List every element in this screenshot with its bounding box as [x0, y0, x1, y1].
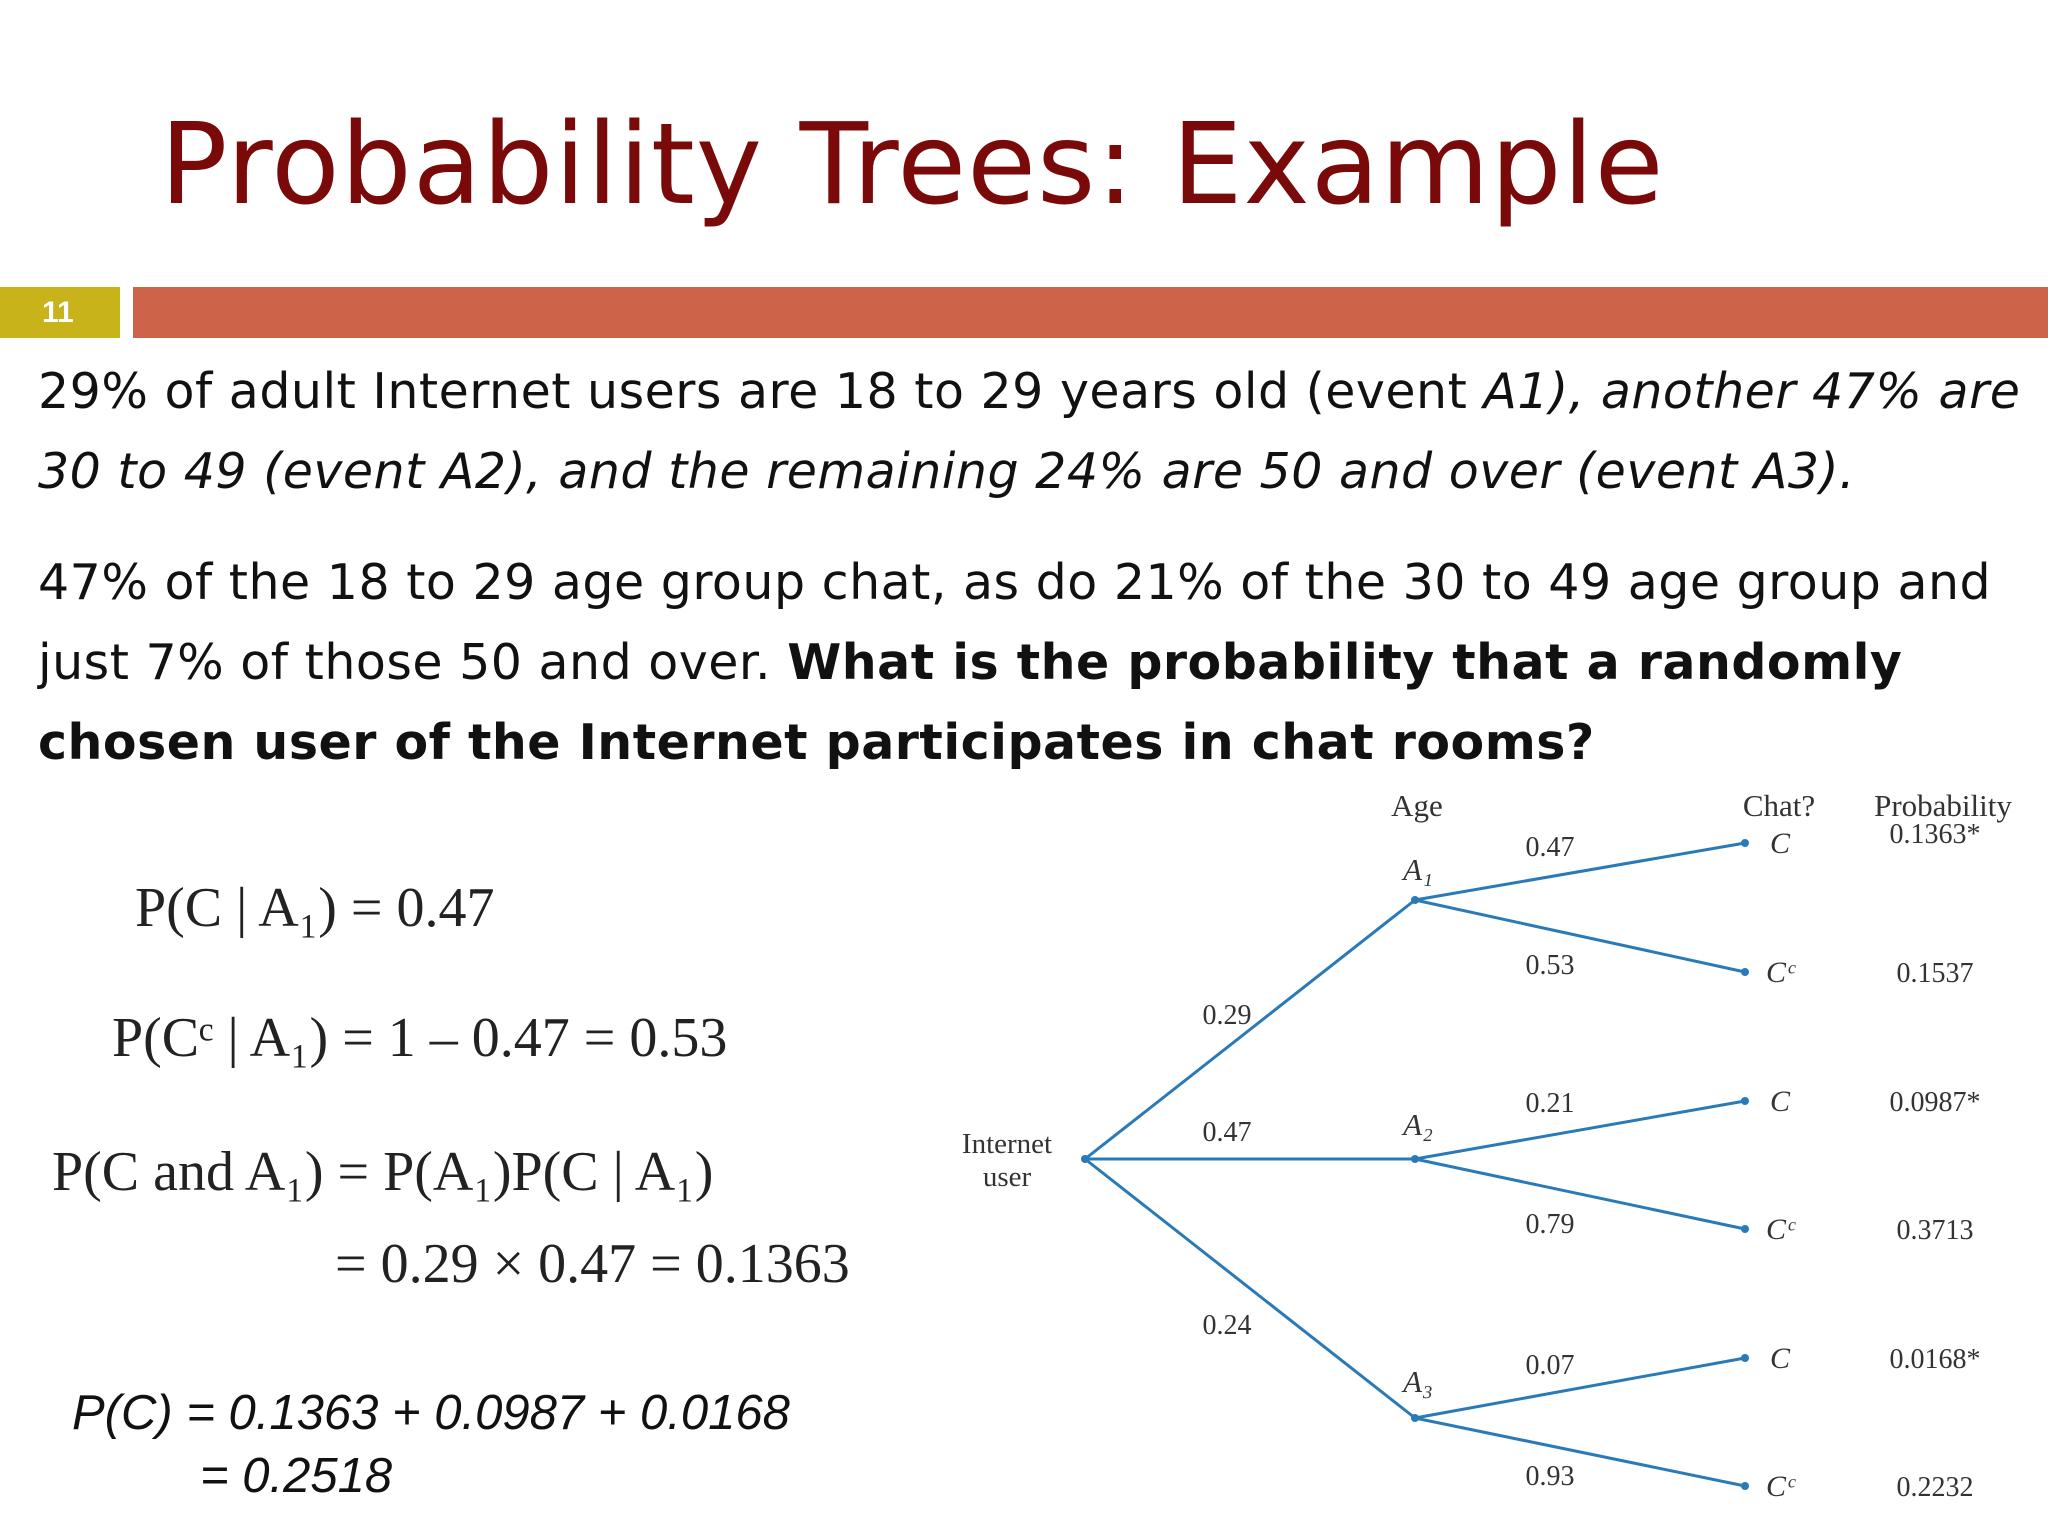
tree-branch-chat-1	[1415, 843, 1745, 900]
problem-p1-italic: A1), another 47% are 30 to 49 (event A2), and the remaining 24% are 50 and over (event A3).	[38, 363, 2021, 500]
sum-result: = 0.2518	[200, 1449, 393, 1503]
problem-p1-text: 29% of adult Internet users are 18 to 29 years old (event	[38, 363, 1484, 420]
tree-root-label: Internet	[961, 1128, 1053, 1160]
tree-outcome-6: Cᶜ	[1766, 1470, 1794, 1503]
tree-prob-age-3: 0.24	[1202, 1310, 1252, 1341]
slide-number: 11	[0, 287, 120, 338]
tree-joint-prob-6: 0.2232	[1896, 1472, 1974, 1503]
equation-joint-result: = 0.29 × 0.47 = 0.1363	[335, 1233, 850, 1295]
tree-outcome-1: C	[1769, 827, 1791, 860]
tree-prob-chat-3: 0.21	[1525, 1088, 1575, 1119]
sum-expression: P(C) = 0.1363 + 0.0987 + 0.0168	[72, 1386, 790, 1440]
tree-branch-chat-3	[1415, 1101, 1745, 1159]
tree-prob-chat-6: 0.93	[1525, 1461, 1575, 1492]
problem-question: What is the probability that a randomly chosen user of the Internet participates in chat rooms?	[38, 634, 1903, 771]
tree-outcome-5: C	[1769, 1342, 1791, 1375]
tree-branch-age-3	[1085, 1159, 1415, 1418]
tree-leaf-1	[1741, 839, 1749, 847]
tree-leaf-2	[1741, 968, 1749, 976]
tree-outcome-4: Cᶜ	[1766, 1213, 1794, 1246]
problem-p2-text: 47% of the 18 to 29 age group chat, as do 21% of the 30 to 49 age group and just 7% of those 50 and over.	[38, 554, 1992, 691]
tree-prob-chat-1: 0.47	[1525, 832, 1575, 863]
tree-root-label-user: user	[982, 1161, 1032, 1193]
equation-complement: P(Cᶜ | A₁) = 1 – 0.47 = 0.53	[112, 1007, 728, 1069]
tree-branch-chat-5	[1415, 1358, 1745, 1418]
tree-joint-prob-3: 0.0987*	[1889, 1087, 1981, 1118]
equation-joint: P(C and A₁) = P(A₁)P(C | A₁)	[52, 1141, 714, 1203]
tree-header-chat: Chat?	[1742, 788, 1816, 823]
tree-leaf-4	[1741, 1225, 1749, 1233]
tree-header-probability: Probability	[1874, 788, 2012, 823]
slide-title: Probability Trees: Example	[160, 100, 1665, 230]
tree-leaf-6	[1741, 1482, 1749, 1490]
tree-header-age: Age	[1391, 788, 1443, 823]
tree-prob-age-2: 0.47	[1202, 1117, 1252, 1148]
tree-node-label-a1: A₁	[1403, 852, 1433, 887]
tree-outcome-3: C	[1769, 1085, 1791, 1118]
tree-branch-chat-6	[1415, 1418, 1745, 1486]
tree-prob-chat-2: 0.53	[1525, 950, 1575, 981]
equation-conditional-c: P(C | A₁) = 0.47	[135, 877, 495, 939]
tree-prob-chat-4: 0.79	[1525, 1209, 1575, 1240]
tree-branch-chat-2	[1415, 900, 1745, 972]
tree-node-label-a2: A₂	[1403, 1107, 1433, 1142]
tree-joint-prob-4: 0.3713	[1896, 1215, 1974, 1246]
tree-joint-prob-2: 0.1537	[1896, 958, 1974, 989]
tree-prob-age-1: 0.29	[1202, 1000, 1252, 1031]
tree-joint-prob-1: 0.1363*	[1889, 819, 1981, 850]
tree-joint-prob-5: 0.0168*	[1889, 1344, 1981, 1375]
tree-prob-chat-5: 0.07	[1525, 1350, 1575, 1381]
tree-node-label-a3: A₃	[1403, 1364, 1433, 1399]
tree-leaf-3	[1741, 1097, 1749, 1105]
tree-branch-chat-4	[1415, 1159, 1745, 1229]
tree-leaf-5	[1741, 1354, 1749, 1362]
tree-outcome-2: Cᶜ	[1766, 956, 1794, 989]
